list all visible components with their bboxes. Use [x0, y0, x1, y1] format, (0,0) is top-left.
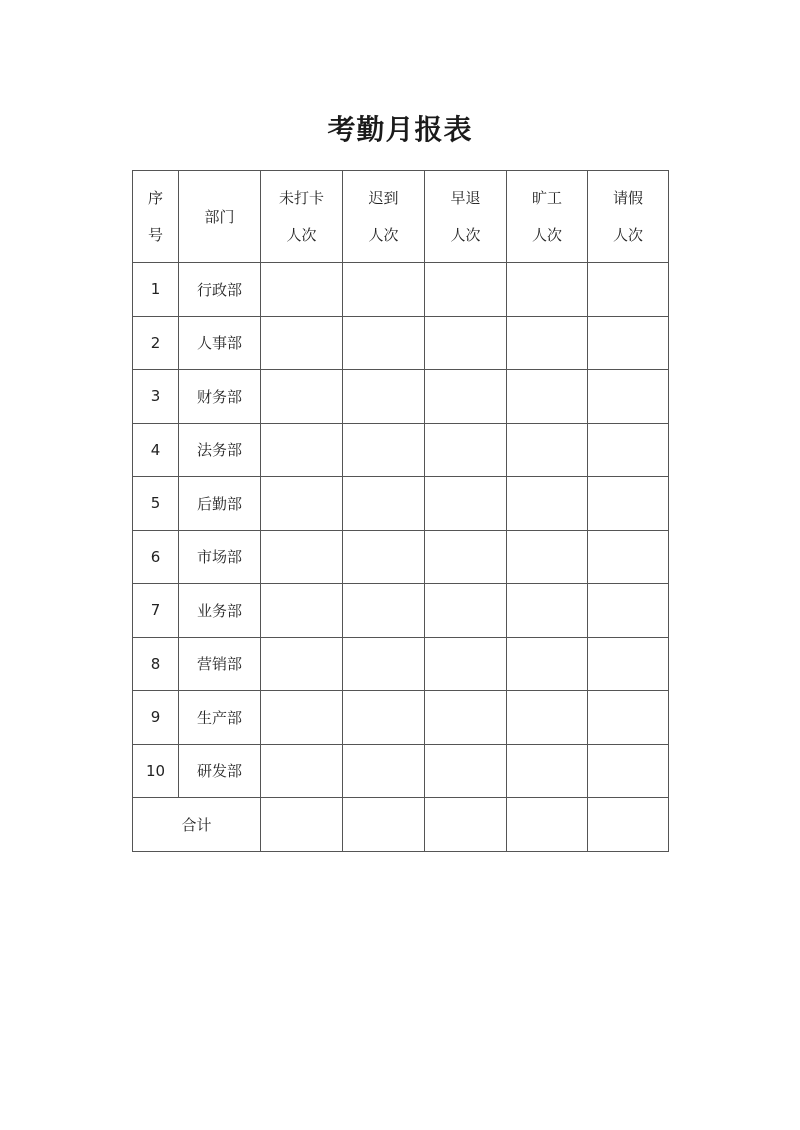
data-cell [343, 584, 425, 638]
data-cell [507, 477, 588, 531]
header-col-line1: 未打卡 [278, 188, 324, 207]
row-dept: 行政部 [179, 263, 261, 317]
row-number: 6 [133, 530, 179, 584]
header-col-line2: 人次 [531, 225, 562, 244]
header-col-line1: 早退 [450, 188, 481, 207]
data-cell [588, 637, 669, 691]
data-cell [588, 530, 669, 584]
table-row [133, 530, 669, 584]
data-cell [507, 370, 588, 424]
header-col-line2: 人次 [368, 225, 399, 244]
table-row [133, 423, 669, 477]
data-cell [261, 423, 343, 477]
header-absent [507, 171, 588, 263]
data-cell [261, 744, 343, 798]
row-dept: 研发部 [179, 744, 261, 798]
data-cell [507, 691, 588, 745]
row-dept: 市场部 [179, 530, 261, 584]
data-cell [261, 691, 343, 745]
data-cell [588, 584, 669, 638]
data-cell [261, 530, 343, 584]
data-cell [425, 423, 507, 477]
data-cell [425, 263, 507, 317]
row-dept: 生产部 [179, 691, 261, 745]
data-cell [261, 263, 343, 317]
table-row [133, 263, 669, 317]
table-row [133, 637, 669, 691]
header-col-line1: 迟到 [368, 188, 399, 207]
header-late [343, 171, 425, 263]
data-cell [425, 691, 507, 745]
data-cell [343, 263, 425, 317]
data-cell [261, 798, 343, 852]
data-cell [507, 584, 588, 638]
data-cell [588, 263, 669, 317]
data-cell [588, 477, 669, 531]
data-cell [261, 584, 343, 638]
page-title: 考勤月报表 [327, 113, 473, 146]
header-seq-line1: 序 [147, 188, 163, 207]
header-col-line1: 旷工 [531, 188, 562, 207]
data-cell [343, 744, 425, 798]
data-cell [588, 370, 669, 424]
data-cell [588, 691, 669, 745]
row-number: 2 [133, 316, 179, 370]
data-cell [343, 530, 425, 584]
total-label: 合计 [133, 798, 261, 852]
row-dept: 财务部 [179, 370, 261, 424]
data-cell [343, 316, 425, 370]
header-dept: 部门 [179, 171, 261, 263]
header-col-line2: 人次 [450, 225, 481, 244]
data-cell [588, 798, 669, 852]
row-dept: 营销部 [179, 637, 261, 691]
attendance-table [132, 170, 669, 852]
data-cell [261, 316, 343, 370]
row-number: 9 [133, 691, 179, 745]
header-col-line2: 人次 [286, 225, 317, 244]
header-col-line2: 人次 [612, 225, 643, 244]
row-number: 10 [133, 744, 179, 798]
data-cell [425, 584, 507, 638]
row-number: 7 [133, 584, 179, 638]
data-cell [507, 744, 588, 798]
row-number: 1 [133, 263, 179, 317]
data-cell [588, 744, 669, 798]
data-cell [507, 263, 588, 317]
data-cell [425, 744, 507, 798]
data-cell [507, 530, 588, 584]
header-early-leave [425, 171, 507, 263]
header-no-clock [261, 171, 343, 263]
data-cell [588, 316, 669, 370]
data-cell [343, 477, 425, 531]
table-row [133, 584, 669, 638]
header-seq [133, 171, 179, 263]
table-row [133, 477, 669, 531]
data-cell [588, 423, 669, 477]
row-number: 3 [133, 370, 179, 424]
data-cell [343, 691, 425, 745]
row-number: 5 [133, 477, 179, 531]
data-cell [507, 637, 588, 691]
data-cell [425, 316, 507, 370]
table-row [133, 691, 669, 745]
data-cell [507, 423, 588, 477]
header-row [133, 171, 669, 263]
data-cell [507, 316, 588, 370]
row-number: 8 [133, 637, 179, 691]
header-leave [588, 171, 669, 263]
data-cell [343, 637, 425, 691]
data-cell [425, 530, 507, 584]
table-row [133, 316, 669, 370]
data-cell [261, 637, 343, 691]
row-dept: 法务部 [179, 423, 261, 477]
data-cell [507, 798, 588, 852]
data-cell [343, 370, 425, 424]
row-dept: 后勤部 [179, 477, 261, 531]
data-cell [425, 798, 507, 852]
data-cell [343, 423, 425, 477]
table-row [133, 370, 669, 424]
data-cell [425, 637, 507, 691]
data-cell [261, 477, 343, 531]
header-col-line1: 请假 [612, 188, 643, 207]
row-dept: 业务部 [179, 584, 261, 638]
data-cell [425, 370, 507, 424]
row-dept: 人事部 [179, 316, 261, 370]
data-cell [261, 370, 343, 424]
data-cell [343, 798, 425, 852]
data-cell [425, 477, 507, 531]
total-row [133, 798, 669, 852]
row-number: 4 [133, 423, 179, 477]
header-seq-line2: 号 [147, 225, 163, 244]
table-row [133, 744, 669, 798]
